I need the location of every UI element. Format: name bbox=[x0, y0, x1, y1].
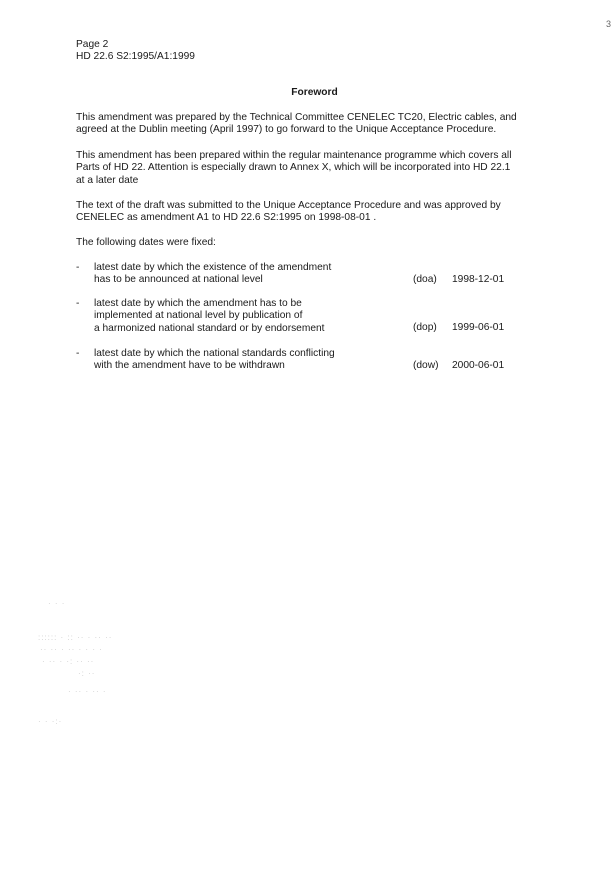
list-dash: - bbox=[76, 348, 80, 359]
paragraph-approval bbox=[76, 200, 556, 225]
paragraph-committee bbox=[76, 112, 556, 137]
date-item-description bbox=[94, 348, 335, 373]
date-value: 2000-06-01 bbox=[452, 360, 505, 371]
description-line: latest date by which the national standards conflicting bbox=[94, 348, 335, 359]
list-dash: - bbox=[76, 262, 80, 273]
faded-stamp-residue: · · · :::::: · :: ·· · ·· ·· ·· ·· · ·· · · · · · ·· · ·: ·· ·· ·: ·· · ·· · ·· · · · ·:· bbox=[38, 599, 113, 726]
paragraph-line: at a later date bbox=[76, 174, 139, 186]
page-header bbox=[76, 39, 195, 64]
paragraph-line: The text of the draft was submitted to the Unique Acceptance Procedure and was approved by bbox=[76, 200, 501, 211]
description-line: latest date by which the amendment has to be bbox=[94, 298, 302, 309]
page-number: Page 2 bbox=[76, 39, 109, 50]
description-line: with the amendment have to be withdrawn bbox=[94, 360, 285, 372]
date-code: (dow) bbox=[413, 360, 439, 371]
list-dash: - bbox=[76, 298, 80, 309]
paragraph-line: This amendment has been prepared within the regular maintenance programme which covers all bbox=[76, 150, 512, 161]
section-title: Foreword bbox=[291, 87, 338, 98]
date-value: 1999-06-01 bbox=[452, 322, 505, 333]
paragraph-dates-intro bbox=[76, 237, 556, 249]
paragraph-line: CENELEC as amendment A1 to HD 22.6 S2:1995 on 1998-08-01 . bbox=[76, 212, 377, 224]
date-value: 1998-12-01 bbox=[452, 274, 505, 285]
date-item-description bbox=[94, 262, 331, 287]
description-line: has to be announced at national level bbox=[94, 274, 263, 286]
paragraph-maintenance bbox=[76, 150, 556, 187]
paragraph-line: Parts of HD 22. Attention is especially drawn to Annex X, which will be incorporated into HD 22.1 bbox=[76, 162, 511, 174]
paragraph-line: agreed at the Dublin meeting (April 1997) to go forward to the Unique Acceptance Procedure. bbox=[76, 124, 497, 136]
paragraph-line: The following dates were fixed: bbox=[76, 237, 216, 248]
paragraph-line: This amendment was prepared by the Technical Committee CENELEC TC20, Electric cables, and bbox=[76, 112, 517, 123]
date-code: (dop) bbox=[413, 322, 437, 333]
corner-mark: 3 bbox=[605, 19, 611, 29]
date-code: (doa) bbox=[413, 274, 437, 285]
date-item-description bbox=[94, 298, 325, 335]
description-line: implemented at national level by publication of bbox=[94, 310, 303, 322]
description-line: a harmonized national standard or by endorsement bbox=[94, 322, 325, 334]
description-line: latest date by which the existence of the amendment bbox=[94, 262, 332, 273]
document-reference: HD 22.6 S2:1995/A1:1999 bbox=[76, 51, 195, 63]
